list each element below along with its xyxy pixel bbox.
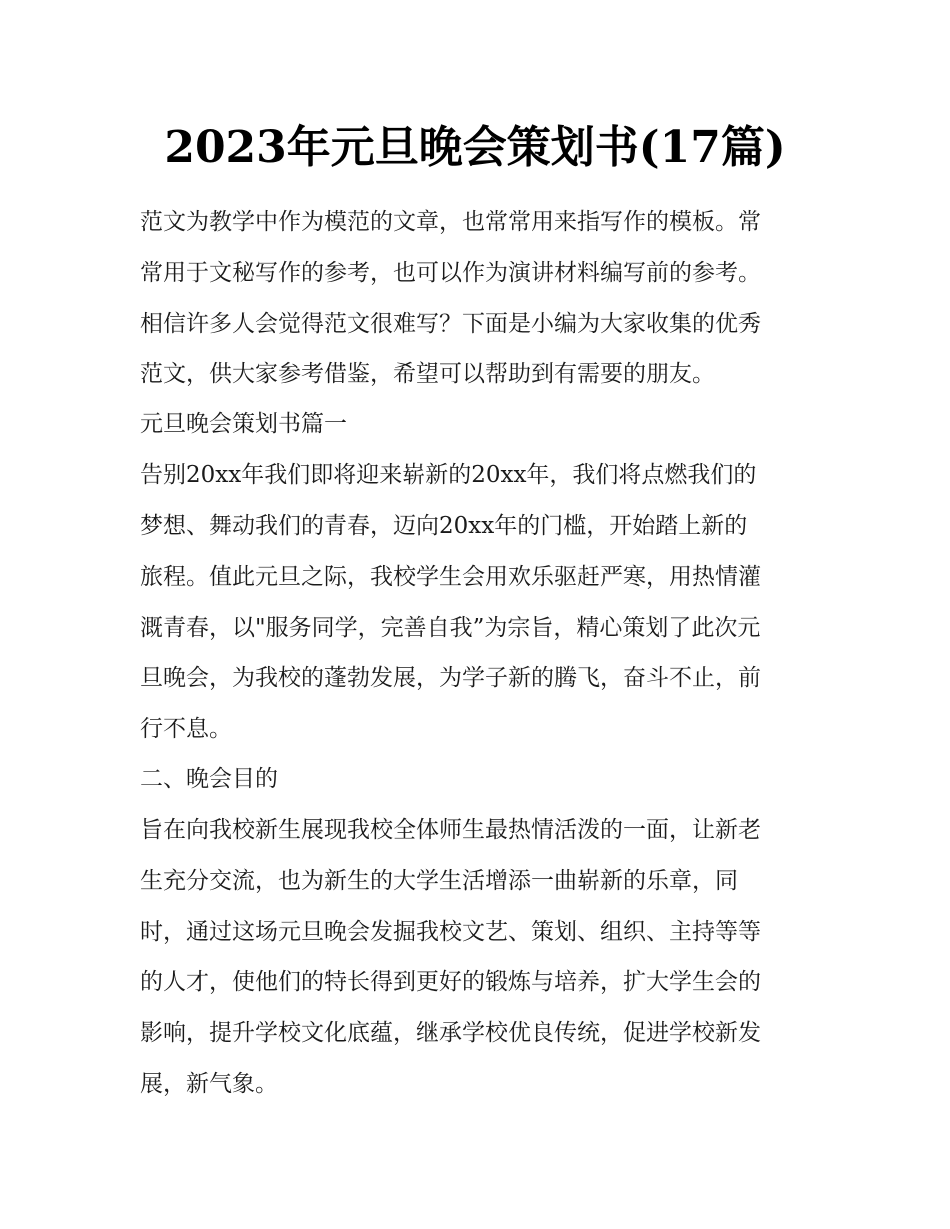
paragraph-line: 行不息。	[140, 716, 232, 742]
document-title: 2023年元旦晚会策划书(17篇)	[164, 122, 786, 173]
paragraph-line: 时，通过这场元旦晚会发掘我校文艺、策划、组织、主持等等	[140, 919, 761, 945]
paragraph-line: 影响，提升学校文化底蕴，继承学校优良传统，促进学校新发	[140, 1020, 761, 1046]
section-heading: 二、晚会目的	[140, 766, 278, 792]
paragraph-line: 生充分交流，也为新生的大学生活增添一曲崭新的乐章，同	[140, 868, 738, 894]
paragraph-line: 梦想、舞动我们的青春，迈向20xx年的门槛，开始踏上新的	[140, 513, 748, 539]
paragraph-line: 旨在向我校新生展现我校全体师生最热情活泼的一面，让新老	[140, 817, 761, 843]
paragraph-line: 告别20xx年我们即将迎来崭新的20xx年，我们将点燃我们的	[140, 462, 757, 488]
paragraph-line: 相信许多人会觉得范文很难写？下面是小编为大家收集的优秀	[140, 311, 761, 337]
paragraph-line: 的人才，使他们的特长得到更好的锻炼与培养，扩大学生会的	[140, 969, 761, 995]
paragraph-line: 范文，供大家参考借鉴，希望可以帮助到有需要的朋友。	[140, 361, 715, 387]
paragraph-line: 展，新气象。	[140, 1071, 278, 1097]
paragraph-line: 旦晚会，为我校的蓬勃发展，为学子新的腾飞，奋斗不止，前	[140, 665, 761, 691]
paragraph-line: 溉青春，以"服务同学，完善自我”为宗旨，精心策划了此次元	[140, 615, 761, 641]
paragraph-line: 旅程。值此元旦之际，我校学生会用欢乐驱赶严寒，用热情灌	[140, 564, 761, 590]
section-heading: 元旦晚会策划书篇一	[140, 411, 347, 437]
paragraph-line: 范文为教学中作为模范的文章，也常常用来指写作的模板。常	[140, 209, 761, 235]
paragraph-line: 常用于文秘写作的参考，也可以作为演讲材料编写前的参考。	[140, 260, 761, 286]
